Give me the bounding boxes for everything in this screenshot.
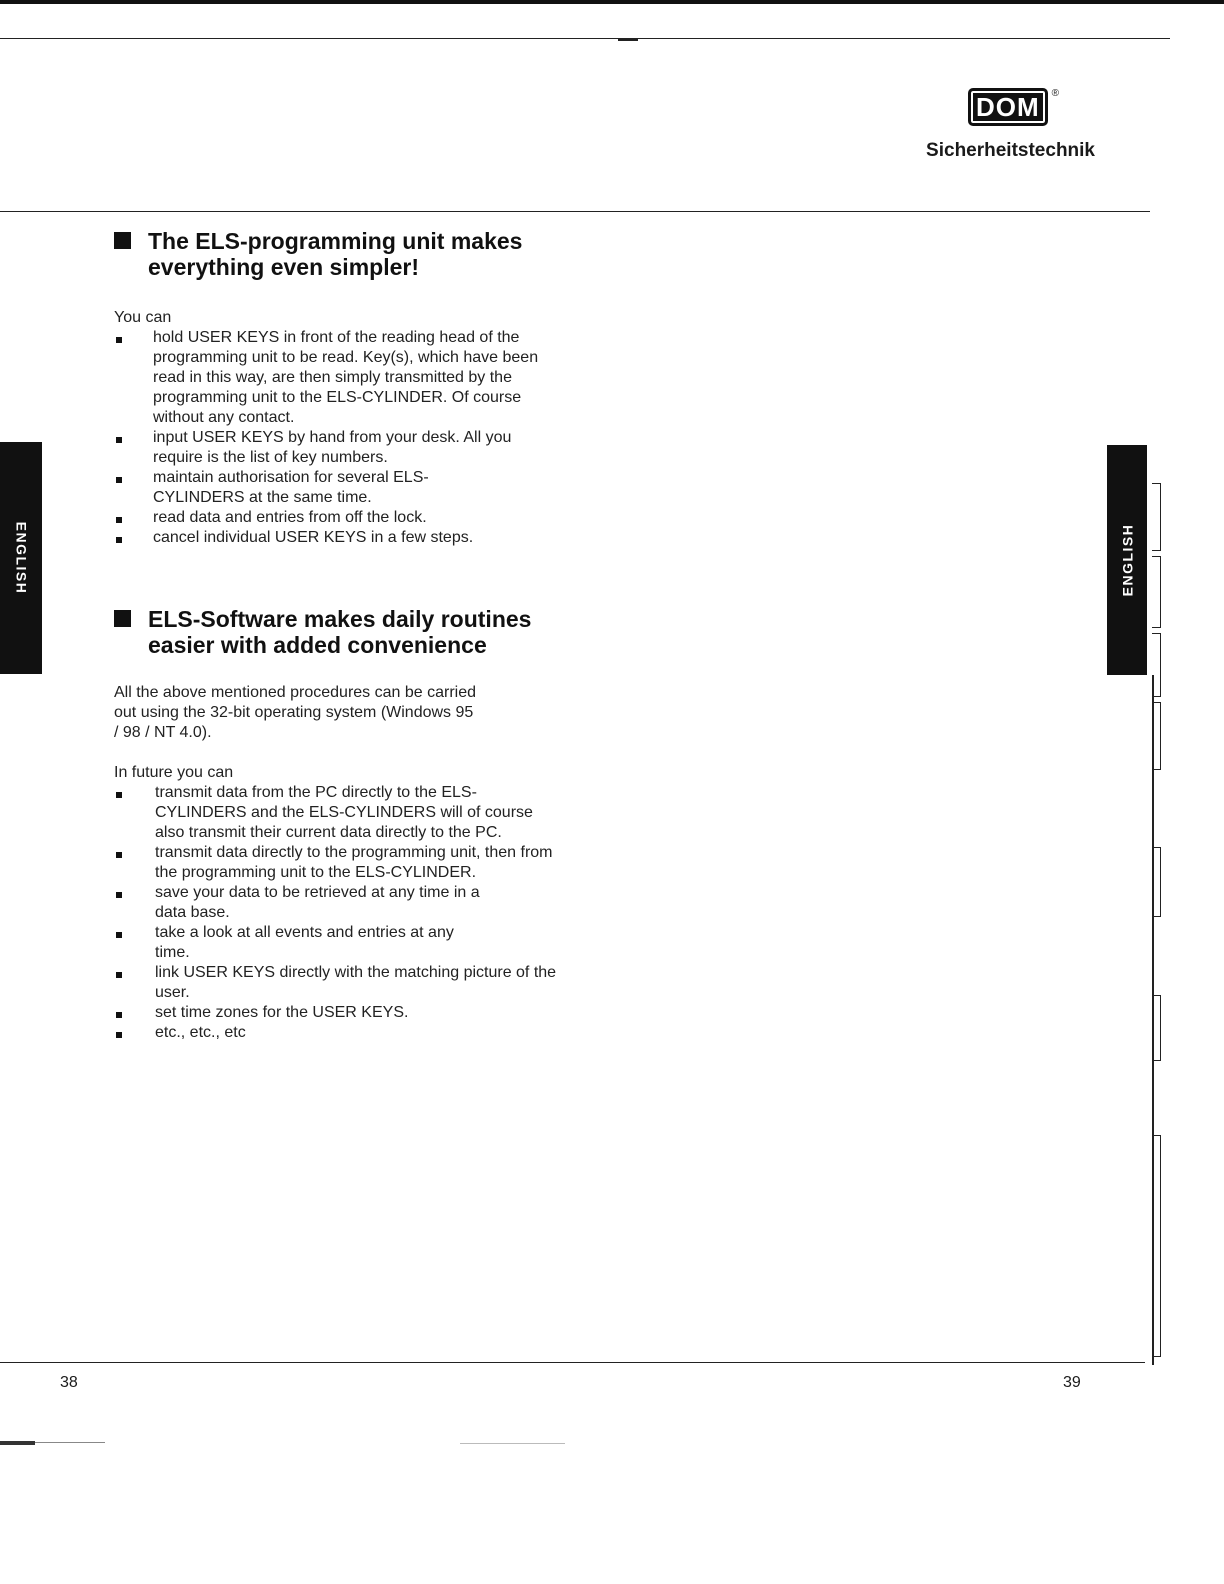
bullet-square xyxy=(116,852,122,858)
list-item: take a look at all events and entries at any time. xyxy=(114,923,584,963)
bottom-scan-mark-dark xyxy=(0,1441,35,1445)
bullet-square xyxy=(116,537,122,543)
list-item: cancel individual USER KEYS in a few steps. xyxy=(114,528,574,548)
registered-mark: ® xyxy=(1051,88,1060,99)
bullet-square xyxy=(116,437,122,443)
list-item: input USER KEYS by hand from your desk. All you require is the list of key numbers. xyxy=(114,428,574,468)
list-item: link USER KEYS directly with the matching picture of the user. xyxy=(114,963,584,1003)
heading-text: The ELS-programming unit makes everything even simpler! xyxy=(148,228,523,280)
edge-bracket xyxy=(1152,1135,1161,1357)
section2-body xyxy=(114,763,584,1043)
edge-bracket xyxy=(1152,847,1161,917)
bullet-square xyxy=(116,892,122,898)
edge-bracket xyxy=(1152,702,1161,770)
language-tab-left xyxy=(0,442,42,674)
edge-bracket xyxy=(1152,633,1161,697)
edge-bracket xyxy=(1152,483,1161,551)
edge-bracket xyxy=(1152,995,1161,1061)
page-number-right: 39 xyxy=(1063,1374,1081,1391)
edge-bracket xyxy=(1152,556,1161,628)
section-heading-els-software xyxy=(114,606,594,658)
bottom-scan-mark-center xyxy=(460,1443,565,1444)
bullet-square xyxy=(116,1012,122,1018)
header-rule-mark xyxy=(618,38,638,41)
language-tab-right xyxy=(1107,445,1147,675)
bullet-square xyxy=(116,932,122,938)
bullet-square xyxy=(116,972,122,978)
list-item: read data and entries from off the lock. xyxy=(114,508,574,528)
page-number-left: 38 xyxy=(60,1374,78,1391)
section-rule xyxy=(0,211,1150,212)
bullet-square xyxy=(116,517,122,523)
list-item: maintain authorisation for several ELS-CYLINDERS at the same time. xyxy=(114,468,574,508)
company-name: Sicherheitstechnik xyxy=(926,140,1095,161)
header-rule xyxy=(0,38,1170,39)
list-item: save your data to be retrieved at any time in a data base. xyxy=(114,883,584,923)
list-item: etc., etc., etc xyxy=(114,1023,584,1043)
footer-rule xyxy=(0,1362,1145,1363)
section1-body xyxy=(114,308,574,548)
section1-intro: You can xyxy=(114,309,172,326)
list-item: transmit data from the PC directly to the ELS-CYLINDERS and the ELS-CYLINDERS will of course also transmit their current data directly to the PC. xyxy=(114,783,584,843)
heading-bullet-square xyxy=(114,232,131,249)
bullet-square xyxy=(116,337,122,343)
section1-list xyxy=(114,328,574,548)
language-tab-right-label: ENGLISH xyxy=(1119,523,1136,597)
company-logo xyxy=(968,88,1059,126)
list-item: set time zones for the USER KEYS. xyxy=(114,1003,584,1023)
heading-bullet-square xyxy=(114,610,131,627)
section2-list xyxy=(114,783,584,1043)
list-item: transmit data directly to the programming unit, then from the programming unit to the ELS-CYLINDER. xyxy=(114,843,584,883)
list-item: hold USER KEYS in front of the reading head of the programming unit to be read. Key(s), which have been read in this way, are then simply transmitted by the programming unit to the ELS-CYLINDER. Of course without any contact. xyxy=(114,328,574,428)
bullet-square xyxy=(116,1032,122,1038)
section2-intro: In future you can xyxy=(114,764,234,781)
language-tab-left-label: ENGLISH xyxy=(13,521,30,595)
bullet-square xyxy=(116,477,122,483)
section-heading-programming-unit xyxy=(114,228,594,280)
dom-logo-mark: DOM xyxy=(968,88,1048,126)
heading-text: ELS-Software makes daily routines easier with added convenience xyxy=(148,606,532,658)
section2-paragraph: All the above mentioned procedures can be carried out using the 32-bit operating system (Windows 95 / 98 / NT 4.0). xyxy=(114,684,476,741)
bullet-square xyxy=(116,792,122,798)
top-border xyxy=(0,0,1224,4)
